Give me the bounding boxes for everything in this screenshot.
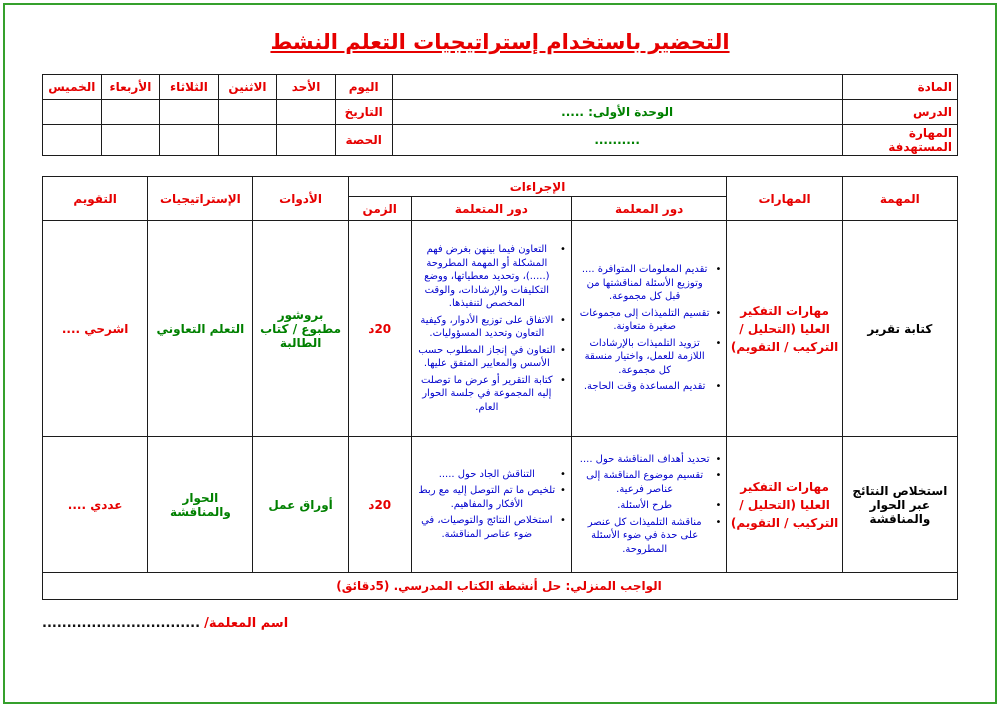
info-row-lesson [43, 100, 958, 125]
bullet-item: • تقسيم موضوع المناقشة إلى عناصر فرعية. [578, 469, 712, 496]
bullet-item: • التعاون في إنجاز المطلوب حسب الأسس والمعايير المتفق عليها. [418, 344, 556, 371]
lesson-value-cell: الوحدة الأولى: ..... [392, 100, 842, 125]
tools-cell: بروشور مطبوع / كتاب الطالبة [253, 221, 348, 437]
teacher-name-label: اسم المعلمة/ [204, 616, 289, 631]
target-skill-label: المهارة المستهدفة [842, 125, 957, 156]
header-learner-role: دور المتعلمة [411, 197, 571, 221]
period-label: الحصة [335, 125, 392, 156]
bullet-item: • تقديم المساعدة وقت الحاجة. [578, 380, 712, 394]
day-empty-cell [160, 125, 219, 156]
day-empty-cell [101, 125, 160, 156]
homework-row [43, 573, 958, 600]
homework-note: الواجب المنزلي: حل أنشطة الكتاب المدرسي. (5دقائق) [43, 573, 958, 600]
task-cell: كتابة تقرير [842, 221, 957, 437]
bullet-item: • تقسيم التلميذات إلى مجموعات صغيرة متعاونة. [578, 307, 712, 334]
learner-role-list [416, 243, 567, 414]
strategy-cell: التعلم التعاوني [148, 221, 253, 437]
day-empty-cell [160, 100, 219, 125]
header-teacher-role: دور المعلمة [571, 197, 727, 221]
info-row-skill [43, 125, 958, 156]
header-procedures: الإجراءات [348, 177, 727, 197]
subject-value-cell [392, 75, 842, 100]
info-row-subject [43, 75, 958, 100]
bullet-item: • تقديم المعلومات المتوافرة .... وتوزيع الأسئلة لمناقشتها من قبل كل مجموعة. [578, 263, 712, 304]
day-empty-cell [43, 100, 102, 125]
header-skills: المهارات [727, 177, 842, 221]
table-row [43, 437, 958, 573]
day-empty-cell [218, 125, 277, 156]
info-table [42, 74, 958, 156]
skills-cell: مهارات التفكير العليا (التحليل / التركيب / التقويم) [727, 437, 842, 573]
bullet-item: • تحديد أهداف المناقشة حول .... [578, 453, 712, 467]
day-thursday: الخميس [43, 75, 102, 100]
teacher-role-cell [571, 437, 727, 573]
learner-role-cell [411, 221, 571, 437]
day-empty-cell [218, 100, 277, 125]
page-title: التحضير باستخدام إستراتيجيات التعلم النشط [270, 30, 730, 54]
skills-cell: مهارات التفكير العليا (التحليل / التركيب / التقويم) [727, 221, 842, 437]
tools-cell: أوراق عمل [253, 437, 348, 573]
bullet-item: • مناقشة التلميذات كل عنصر على حدة في ضوء الأسئلة المطروحة. [578, 516, 712, 557]
teacher-role-list [576, 453, 723, 557]
day-wednesday: الأربعاء [101, 75, 160, 100]
evaluation-cell: اشرحي .... [43, 221, 148, 437]
subject-label: المادة [842, 75, 957, 100]
day-tuesday: الثلاثاء [160, 75, 219, 100]
learner-role-list [416, 468, 567, 542]
bullet-item: • التعاون فيما بينهن بغرض فهم المشكلة أو المهمة المطروحة (.....)، وتحديد معطياتها، ووضع التكليفات والإرشادات، والوقت المخصص لتنفيذها. [418, 243, 556, 311]
header-evaluation: التقويم [43, 177, 148, 221]
lesson-plan-table [42, 176, 958, 600]
header-strategies: الإستراتيجيات [148, 177, 253, 221]
day-empty-cell [277, 125, 336, 156]
bullet-item: • كتابة التقرير أو عرض ما توصلت إليه المجموعة في جلسة الحوار العام. [418, 374, 556, 415]
date-label: التاريخ [335, 100, 392, 125]
teacher-role-cell [571, 221, 727, 437]
time-cell: 20د [348, 221, 411, 437]
bullet-item: • استخلاص النتائج والتوصيات، في ضوء عناصر المناقشة. [418, 514, 556, 541]
day-empty-cell [277, 100, 336, 125]
teacher-role-list [576, 263, 723, 394]
bullet-item: • تلخيص ما تم التوصل إليه مع ربط الأفكار والمفاهيم. [418, 484, 556, 511]
header-row-top [43, 177, 958, 197]
table-row [43, 221, 958, 437]
task-cell: استخلاص النتائج عبر الحوار والمناقشة [842, 437, 957, 573]
bullet-item: • الاتفاق على توزيع الأدوار، وكيفية التعاون وتحديد المسؤوليات. [418, 314, 556, 341]
bullet-item: • طرح الأسئلة. [578, 499, 712, 513]
header-task: المهمة [842, 177, 957, 221]
teacher-name-line [42, 616, 958, 631]
strategy-cell: الحوار والمناقشة [148, 437, 253, 573]
bullet-item: • التناقش الجاد حول ..... [418, 468, 556, 482]
target-skill-value-cell: .......... [392, 125, 842, 156]
lesson-label: الدرس [842, 100, 957, 125]
bullet-item: • تزويد التلميذات بالإرشادات اللازمة للعمل، واختيار منسقة كل مجموعة. [578, 337, 712, 378]
day-empty-cell [43, 125, 102, 156]
learner-role-cell [411, 437, 571, 573]
day-label: اليوم [335, 75, 392, 100]
evaluation-cell: عددي .... [43, 437, 148, 573]
day-sunday: الأحد [277, 75, 336, 100]
header-tools: الأدوات [253, 177, 348, 221]
day-empty-cell [101, 100, 160, 125]
day-monday: الاثنين [218, 75, 277, 100]
header-time: الزمن [348, 197, 411, 221]
time-cell: 20د [348, 437, 411, 573]
teacher-name-blank: ................................ [42, 616, 201, 631]
